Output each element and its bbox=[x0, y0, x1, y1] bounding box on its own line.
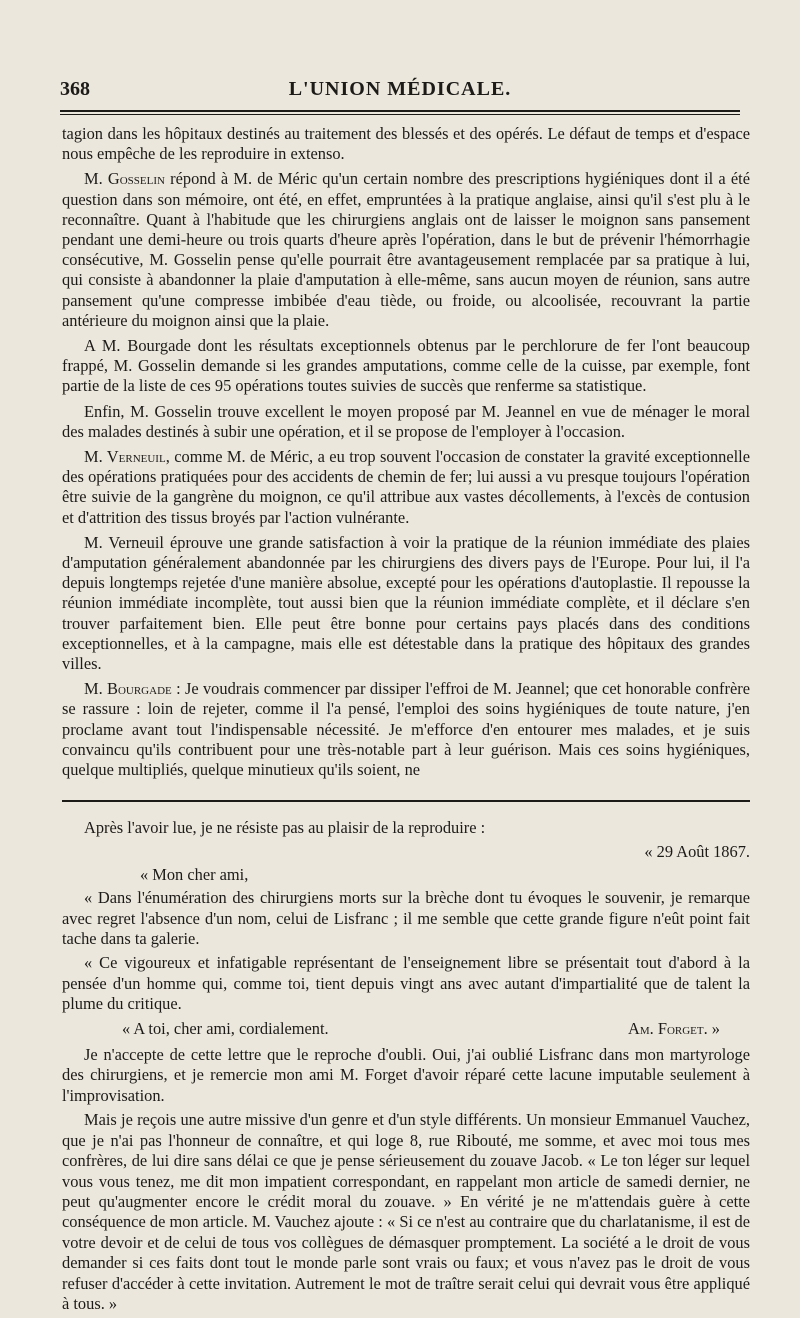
paragraph: M. Verneuil éprouve une grande satisfaction à voir la pratique de la réunion immédiate des plaies d'amputation généralement abandonnée par les chirurgiens des divers pays de l'Europe. Pour lui, il l'a depuis longtemps rejetée d'une manière absolue, excepté pour les opérations d'autoplastie. Il repousse la réunion immédiate incomplète, tout aussi bien que la réunion immédiate complète, et il déclare s'en trouver parfaitement bien. Elle peut être bonne pour certains pays placés dans des conditions exceptionnelles, et à la campagne, mais elle est détestable dans la pratique des hôpitaux des grandes villes. bbox=[62, 532, 750, 674]
paragraph: A M. Bourgade dont les résultats exceptionnels obtenus par le perchlorure de fer l'ont beaucoup frappé, M. Gosselin demande si les grandes amputations, comme celle de la cuisse, par exemple, font partie de la liste de ces 95 opérations toutes suivies de succès que renferme sa statistique. bbox=[62, 336, 750, 396]
paragraph-text: comme M. de Méric, a eu trop souvent l'occasion de constater la gravité exceptionnelle des opérations pratiquées pour des accidents de chemin de fer; lui aussi a vu presque toujours l'opération être suivie de la gangrène du moignon, ce qu'il attribue aux vastes décollements, à l'excès de contusion et d'attrition des tissus broyés par l'action vulnérante. bbox=[62, 447, 750, 527]
page-number: 368 bbox=[60, 78, 90, 100]
paragraph: tagion dans les hôpitaux destinés au traitement des blessés et des opérés. Le défaut de temps et d'espace nous empêche de les reproduire in extenso. bbox=[62, 124, 750, 164]
letter-paragraph: « Ce vigoureux et infatigable représentant de l'enseignement libre se présentait tout d'abord à la pensée d'un homme qui, comme toi, tient depuis vingt ans avec autant d'impartialité que de talent la plume du critique. bbox=[62, 953, 750, 1014]
paragraph-text: répond à M. de Méric qu'un certain nombre des prescriptions hygiéniques dont il a été question dans son mémoire, ont été, en effet, empruntées à la pratique anglaise, ainsi qu'il s'est plu à le reconnaître. Quant à l'habitude que les chirurgiens anglais ont de laisser le moignon sans pansement pendant une demi-heure ou trois quarts d'heure après l'opération, dans le but de prévenir l'hémorrhagie consécutive, M. Gosselin pense qu'elle pourrait être avantageusement remplacée par sa pratique à lui, qui consiste à abandonner la plaie d'amputation à elle-même, sans aucun moyen de réunion, sans autre pansement qu'une compresse imbibée d'eau tiède, ou froide, ou alcoolisée, recouvrant la partie antérieure du moignon ainsi que la plaie. bbox=[62, 169, 750, 330]
letter-date: « 29 Août 1867. bbox=[644, 842, 750, 862]
paragraph bbox=[62, 169, 750, 331]
letter-closing: « A toi, cher ami, cordialement. bbox=[122, 1018, 329, 1038]
feuilleton-section bbox=[62, 818, 750, 1318]
paragraph-text: : Je voudrais commencer par dissiper l'effroi de M. Jeannel; que cet honorable confrère se rassure : loin de rejeter, comme il l'a pensé, l'emploi des soins hygiéniques de toute nature, j'en proclame avant tout l'indispensable nécessité. Je m'efforce d'en entourer mes malades, et je suis convaincu qu'ils contribuent pour une très-notable part à leur guérison. Mais ces soins hygiéniques, quelque multipliés, quelque minutieux qu'ils soient, ne bbox=[62, 679, 750, 780]
letter-paragraph: « Dans l'énumération des chirurgiens morts sur la brèche dont tu évoques le souvenir, je remarque avec regret l'absence d'un nom, celui de Lisfranc ; il me semble que cette grande figure n'eût point fait tache dans ta galerie. bbox=[62, 888, 750, 949]
header-rule bbox=[60, 110, 740, 112]
header-rule-thin bbox=[60, 114, 740, 115]
letter-greeting: « Mon cher ami, bbox=[140, 864, 249, 884]
letter-intro: Après l'avoir lue, je ne résiste pas au plaisir de la reproduire : bbox=[84, 818, 486, 837]
speaker-name: M. Gosselin bbox=[84, 169, 165, 189]
letter-signature: Am. Forget. » bbox=[628, 1018, 720, 1038]
paragraph: Enfin, M. Gosselin trouve excellent le moyen proposé par M. Jeannel en vue de ménager le moral des malades destinés à subir une opération, et il se propose de l'employer à l'occasion. bbox=[62, 401, 750, 441]
paragraph bbox=[62, 447, 750, 528]
reply-paragraph: Mais je reçois une autre missive d'un genre et d'un style différents. Un monsieur Emmanuel Vauchez, que je n'ai pas l'honneur de connaître, et qui loge 8, rue Ribouté, me somme, et avec moi tous mes confrères, de lui dire sans délai ce que je pense sérieusement du zouave Jacob. « Le ton léger sur lequel vous vous tenez, me dit mon impatient correspondant, en rappelant mon article de samedi dernier, ne peut qu'augmenter encore le crédit moral du zouave. » En vérité je ne m'attendais guère à cette conséquence de mon article. M. Vauchez ajoute : « Si ce n'est au contraire que du charlatanisme, il est de votre devoir et de celui de tous vos collègues de démasquer promptement. La société a le droit de vous demander si ces faits dont tout le monde parle sont vrais ou faux; et vous n'avez pas le droit de vous refuser d'accéder à cette invitation. Autrement le mot de traître serait celui qui devrait vous être appliqué à tous. » bbox=[62, 1110, 750, 1313]
reply-paragraph: Je n'accepte de cette lettre que le reproche d'oubli. Oui, j'ai oublié Lisfranc dans mon martyrologe des chirurgiens, et je remercie mon ami M. Forget d'avoir réparé cette lacune imputable seulement à l'improvisation. bbox=[62, 1045, 750, 1105]
letter-signoff bbox=[62, 1019, 750, 1039]
paragraph bbox=[62, 679, 750, 780]
journal-title: L'UNION MÉDICALE. bbox=[288, 78, 512, 100]
speaker-name: M. Verneuil, bbox=[84, 447, 170, 467]
speaker-name: M. Bourgade bbox=[84, 679, 172, 699]
section-divider bbox=[62, 800, 750, 802]
page-header bbox=[60, 78, 740, 108]
main-article bbox=[62, 124, 750, 785]
